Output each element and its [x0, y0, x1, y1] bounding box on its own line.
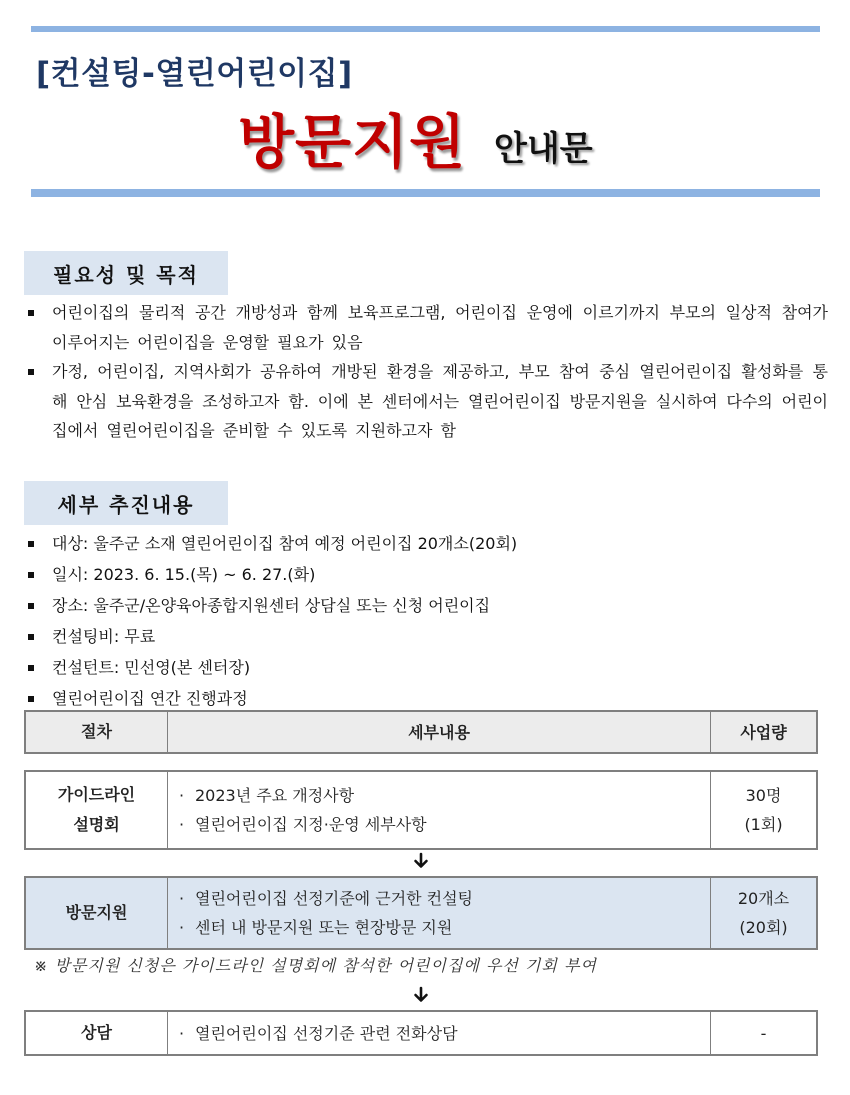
section-heading-purpose: 필요성 및 목적: [24, 251, 228, 295]
amount-cell: 30명 (1회): [744, 786, 783, 834]
top-divider: [31, 26, 820, 32]
details-cell: · 2023년 주요 개정사항 · 열린어린이집 지정·운영 세부사항: [168, 772, 711, 848]
square-bullet-icon: [28, 369, 34, 375]
list-item: 컨설턴트: 민선영(본 센터장): [28, 652, 828, 683]
details-cell: · 열린어린이집 선정기준 관련 전화상담: [168, 1012, 711, 1054]
column-header-step: 절차: [26, 712, 168, 752]
table-row: [24, 876, 818, 950]
table-row: [24, 770, 818, 850]
arrow-down-icon: [412, 852, 430, 870]
square-bullet-icon: [28, 634, 34, 640]
purpose-list: [28, 298, 828, 446]
table-row: [24, 1010, 818, 1056]
list-item: 컨설팅비: 무료: [28, 621, 828, 652]
square-bullet-icon: [28, 310, 34, 316]
list-item: 열린어린이집 연간 진행과정: [28, 683, 828, 714]
details-cell: · 열린어린이집 선정기준에 근거한 컨설팅 · 센터 내 방문지원 또는 현장방문 지원: [168, 878, 711, 948]
list-item: 장소: 울주군/온양육아종합지원센터 상담실 또는 신청 어린이집: [28, 590, 828, 621]
table-note: ※ 방문지원 신청은 가이드라인 설명회에 참석한 어린이집에 우선 기회 부여: [34, 956, 597, 975]
square-bullet-icon: [28, 541, 34, 547]
list-item: 일시: 2023. 6. 15.(목) ~ 6. 27.(화): [28, 559, 828, 590]
list-item: 가정, 어린이집, 지역사회가 공유하여 개방된 환경을 제공하고, 부모 참여 중심 열린어린이집 활성화를 통해 안심 보육환경을 조성하고자 함. 이에 본 센터에서는 열린어린이집 방문지원을 실시하여 다수의 어린이집에서 열린어린이집을 준비할 수 있도록 지원하고자 함: [28, 357, 828, 446]
list-item: 어린이집의 물리적 공간 개방성과 함께 보육프로그램, 어린이집 운영에 이르기까지 부모의 일상적 참여가 이루어지는 어린이집을 운영할 필요가 있음: [28, 298, 828, 357]
pre-title: [컨설팅-열린어린이집]: [36, 56, 353, 92]
bottom-divider: [31, 189, 820, 197]
column-header-details: 세부내용: [168, 712, 711, 752]
arrow-down-icon: [412, 986, 430, 1004]
table-header: [24, 710, 818, 754]
step-cell: 상담: [26, 1012, 168, 1054]
amount-cell: 20개소 (20회): [737, 889, 790, 937]
square-bullet-icon: [28, 696, 34, 702]
step-cell: 방문지원: [26, 878, 168, 948]
section-heading-details: 세부 추진내용: [24, 481, 228, 525]
square-bullet-icon: [28, 572, 34, 578]
column-header-amount: 사업량: [740, 722, 787, 742]
amount-cell: -: [760, 1023, 767, 1043]
square-bullet-icon: [28, 603, 34, 609]
square-bullet-icon: [28, 665, 34, 671]
main-title: 방문지원: [238, 108, 467, 176]
step-cell: 가이드라인 설명회: [26, 772, 168, 848]
sub-title: 안내문: [494, 129, 593, 169]
list-item: 대상: 울주군 소재 열린어린이집 참여 예정 어린이집 20개소(20회): [28, 528, 828, 559]
details-list: [28, 528, 828, 714]
